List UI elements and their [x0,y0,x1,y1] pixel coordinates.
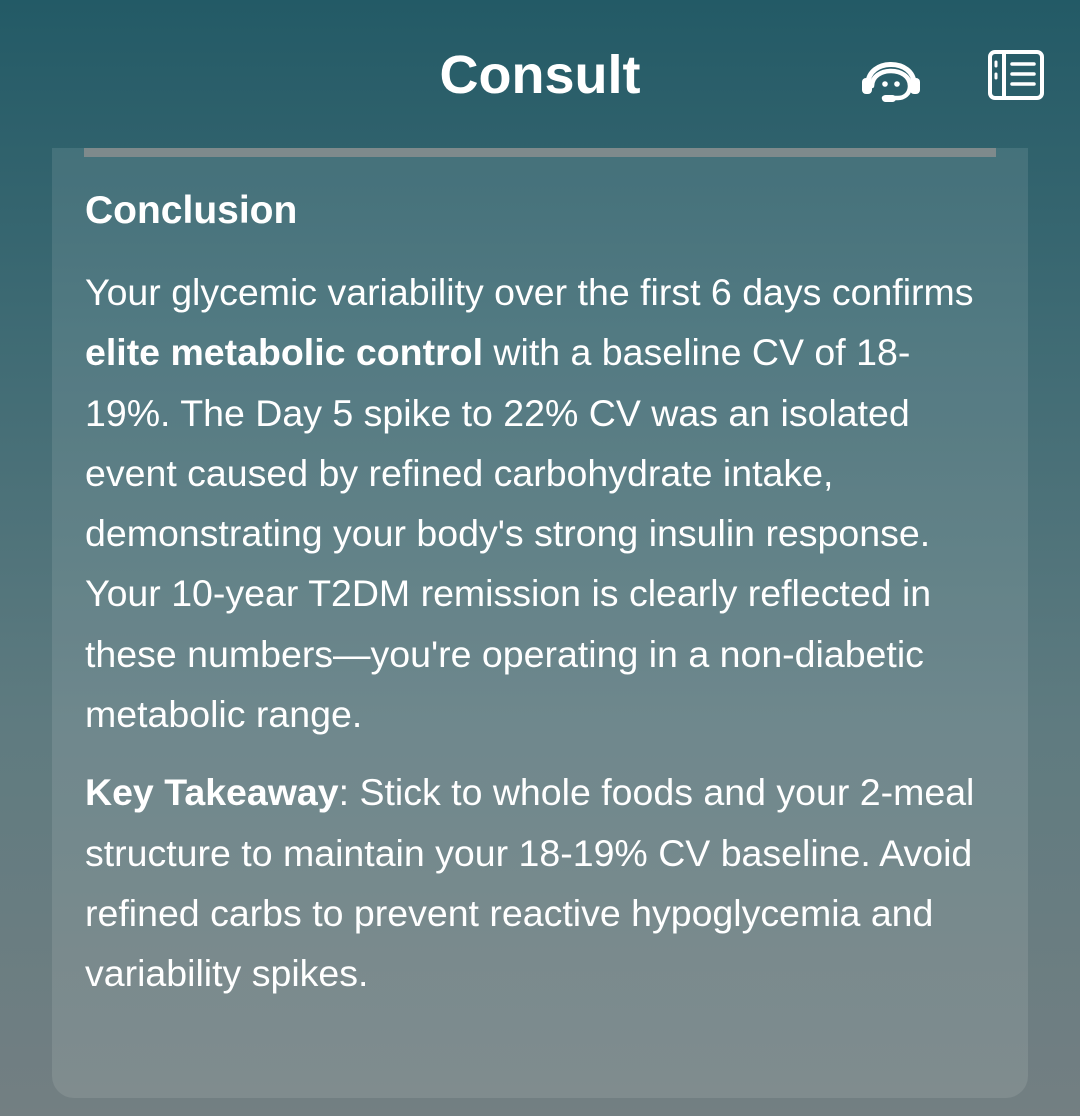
notes-button[interactable] [986,48,1048,104]
key-takeaway-paragraph [85,762,985,1003]
card-heading: Conclusion [85,189,298,232]
notebook-icon [986,48,1048,104]
paragraph-text-end: with a baseline CV of 18-19%. The Day 5 spike to 22% CV was an isolated event caused by refined carbohydrate intake, demonstrating your body's strong insulin response. Your 10-year T2DM remission is clearly reflected in these numbers—you're operating in a non-diabetic metabolic range. [85,331,932,736]
card-body [85,262,985,1004]
highlight-text: elite metabolic control [85,331,483,374]
conclusion-paragraph [85,262,985,744]
customer-support-headset-icon [858,44,924,106]
key-takeaway-label: Key Takeaway [85,771,339,814]
top-bar [0,0,1080,150]
paragraph-text-start: Your glycemic variability over the first 6 days confirms [85,271,974,313]
key-takeaway-text: : Stick to whole foods and your 2-meal structure to maintain your 18-19% CV baseline. Avoid refined carbs to prevent reactive hypoglycemia and variability spikes. [85,771,975,995]
conclusion-card [52,148,1028,1098]
support-button[interactable] [858,44,924,106]
page-title: Consult [439,45,641,105]
card-divider [84,148,996,157]
